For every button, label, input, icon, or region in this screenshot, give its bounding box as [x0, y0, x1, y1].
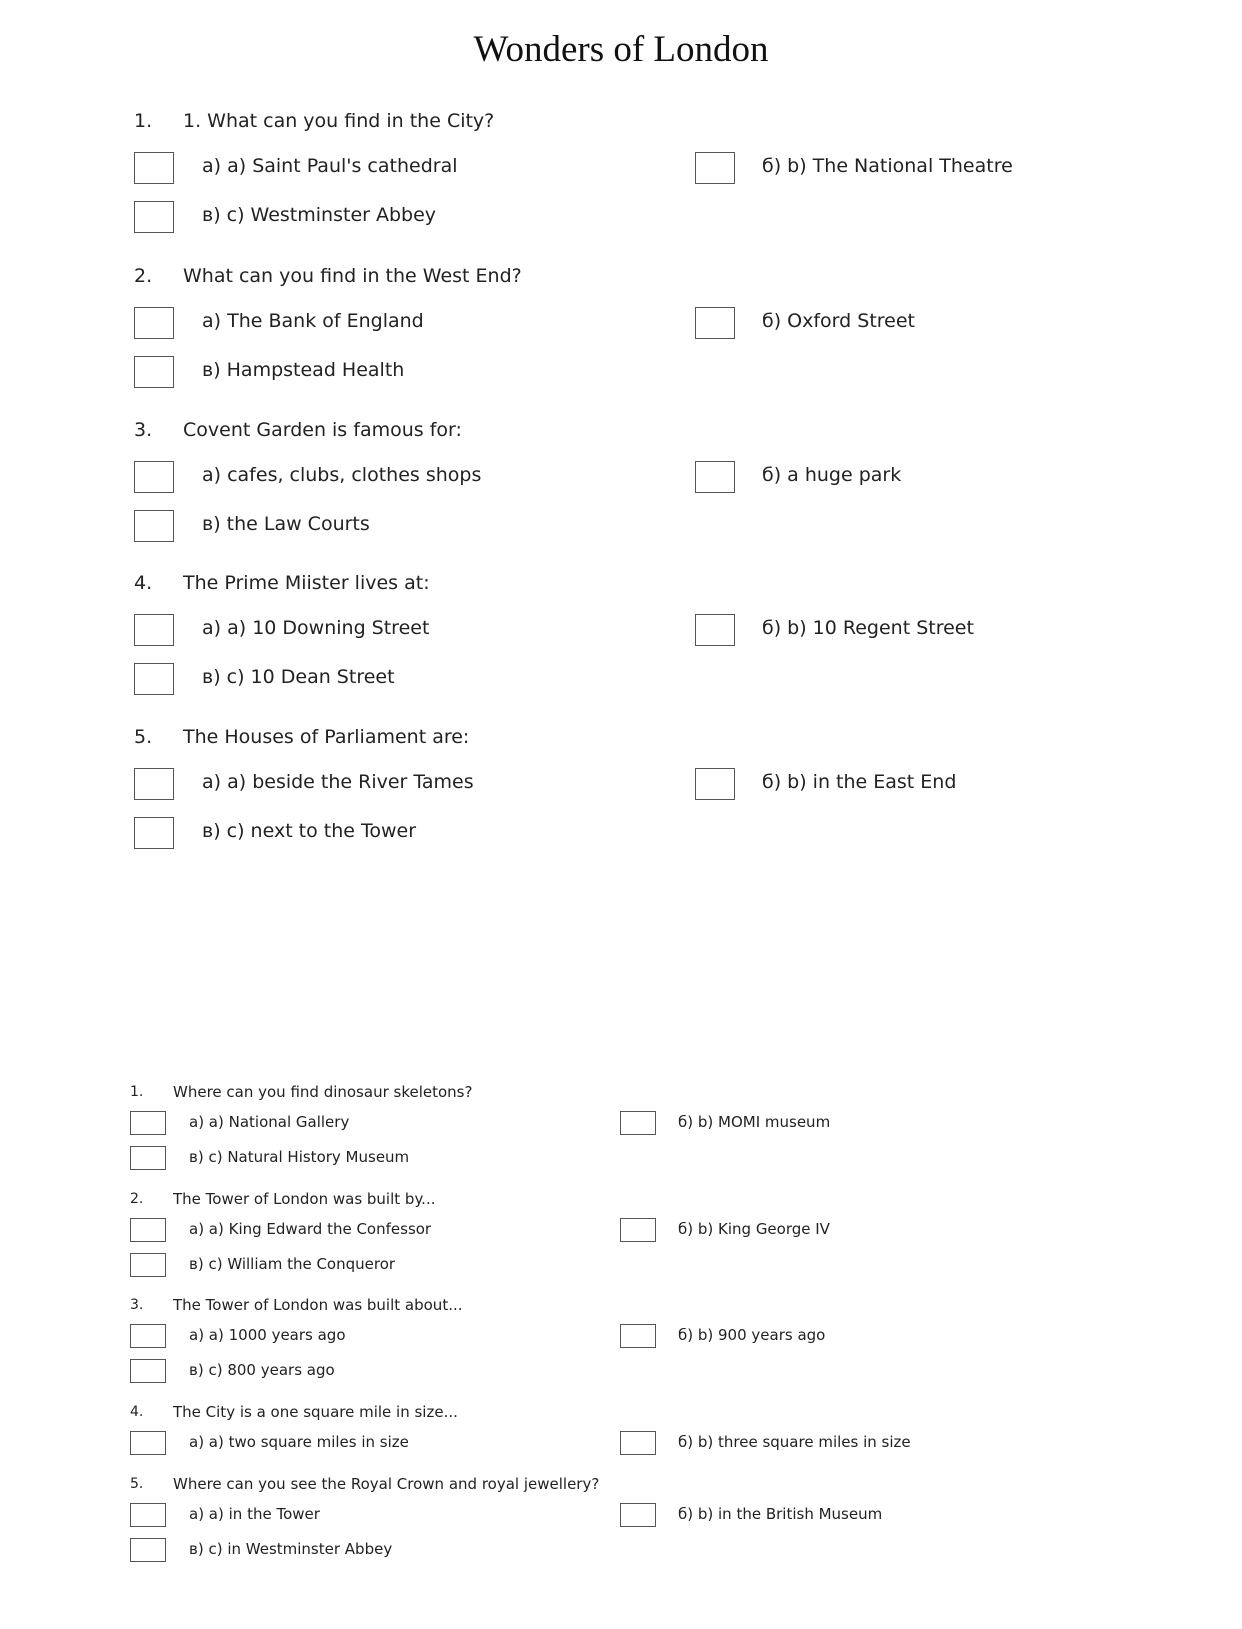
option-label: в) c) in Westminster Abbey: [189, 1540, 393, 1558]
option-label: a) a) beside the River Tames: [202, 771, 474, 793]
option-label: б) b) 10 Regent Street: [762, 617, 974, 639]
question-number: 3.: [130, 1297, 144, 1313]
option-label: б) b) 900 years ago: [678, 1326, 826, 1344]
answer-checkbox[interactable]: [620, 1111, 656, 1135]
answer-checkbox[interactable]: [130, 1253, 166, 1277]
question-text: Covent Garden is famous for:: [183, 419, 462, 441]
answer-checkbox[interactable]: [130, 1111, 166, 1135]
answer-checkbox[interactable]: [130, 1431, 166, 1455]
option-label: в) c) William the Conqueror: [189, 1255, 396, 1273]
answer-checkbox[interactable]: [620, 1503, 656, 1527]
answer-checkbox[interactable]: [620, 1218, 656, 1242]
answer-checkbox[interactable]: [130, 1146, 166, 1170]
answer-checkbox[interactable]: [130, 1218, 166, 1242]
option-label: в) c) next to the Tower: [202, 820, 417, 842]
answer-checkbox[interactable]: [130, 1324, 166, 1348]
option-label: a) a) two square miles in size: [189, 1433, 409, 1451]
option-label: a) cafes, clubs, clothes shops: [202, 464, 482, 486]
option-label: б) b) The National Theatre: [762, 155, 1013, 177]
question-text: What can you find in the West End?: [183, 265, 522, 287]
question-number: 5.: [130, 1476, 144, 1492]
question-number: 4.: [130, 1404, 144, 1420]
question-text: The Houses of Parliament are:: [183, 726, 470, 748]
answer-checkbox[interactable]: [130, 1538, 166, 1562]
option-label: в) the Law Courts: [202, 513, 370, 535]
option-label: б) b) three square miles in size: [678, 1433, 911, 1451]
option-label: в) c) 800 years ago: [189, 1361, 335, 1379]
question-text: The City is a one square mile in size...: [173, 1403, 458, 1421]
option-label: a) a) 1000 years ago: [189, 1326, 346, 1344]
option-label: a) The Bank of England: [202, 310, 424, 332]
answer-checkbox[interactable]: [130, 1359, 166, 1383]
question-number: 2.: [130, 1191, 144, 1207]
option-label: в) c) 10 Dean Street: [202, 666, 395, 688]
option-label: в) Hampstead Health: [202, 359, 405, 381]
option-label: б) a huge park: [762, 464, 902, 486]
option-label: б) b) King George IV: [678, 1220, 830, 1238]
answer-checkbox[interactable]: [620, 1431, 656, 1455]
question-number: 1.: [134, 110, 153, 132]
question-number: 4.: [134, 572, 153, 594]
option-label: в) c) Westminster Abbey: [202, 204, 437, 226]
option-label: a) a) 10 Downing Street: [202, 617, 430, 639]
option-label: a) a) King Edward the Confessor: [189, 1220, 432, 1238]
question-text: Where can you see the Royal Crown and royal jewellery?: [173, 1475, 600, 1493]
question-number: 1.: [130, 1084, 144, 1100]
question-text: The Tower of London was built by...: [173, 1190, 436, 1208]
answer-checkbox[interactable]: [620, 1324, 656, 1348]
option-label: a) a) Saint Paul's cathedral: [202, 155, 458, 177]
question-text: The Prime Miister lives at:: [183, 572, 430, 594]
page-title: Wonders of London: [473, 29, 769, 70]
answer-checkbox[interactable]: [130, 1503, 166, 1527]
option-label: б) Oxford Street: [762, 310, 915, 332]
option-label: в) c) Natural History Museum: [189, 1148, 410, 1166]
question-number: 3.: [134, 419, 153, 441]
option-label: б) b) MOMI museum: [678, 1113, 831, 1131]
question-number: 5.: [134, 726, 153, 748]
question-text: Where can you find dinosaur skeletons?: [173, 1083, 473, 1101]
question-number: 2.: [134, 265, 153, 287]
option-label: a) a) National Gallery: [189, 1113, 350, 1131]
option-label: б) b) in the East End: [762, 771, 957, 793]
question-text: 1. What can you find in the City?: [183, 110, 495, 132]
question-text: The Tower of London was built about...: [173, 1296, 463, 1314]
option-label: б) b) in the British Museum: [678, 1505, 883, 1523]
option-label: a) a) in the Tower: [189, 1505, 320, 1523]
